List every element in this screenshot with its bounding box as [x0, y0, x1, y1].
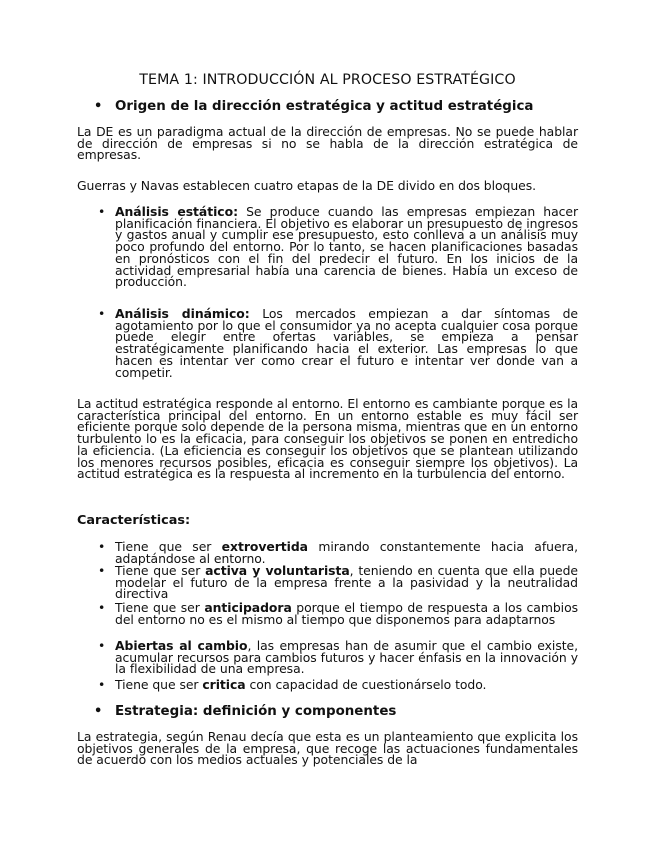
- stage-text: Se produce cuando las empresas empiezan hacer planificación financiera. El objetivo es elaborar un presupuesto de ingresos y gastos anual y cumplir ese presupuesto, esto conlleva a un análisis muy poco profundo del entorno. Por lo tanto, se hacen planificaciones basadas en pronósticos con el fin del predecir el futuro. En los inicios de la actividad empresarial había una carencia de bienes. Había un exceso de producción.: [115, 204, 578, 290]
- paragraph-renau: La estrategia, según Renau decía que esta es un planteamiento que explicita los objetivos generales de la empresa, que recoge las actuaciones fundamentales de acuerdo con los medios actuales y potenciales de la: [77, 729, 578, 768]
- characteristic-item: • Abiertas al cambio, las empresas han de asumir que el cambio existe, acumular recursos para cambios futuros y hacer énfasis en la innovación y la flexibilidad de una empresa.: [98, 638, 578, 677]
- bullet-icon: •: [94, 99, 103, 114]
- bullet-icon: •: [98, 539, 106, 554]
- bullet-icon: •: [98, 600, 106, 615]
- page-title: TEMA 1: INTRODUCCIÓN AL PROCESO ESTRATÉGICO: [139, 72, 516, 88]
- bullet-icon: •: [94, 704, 103, 719]
- stage-item-dinamico: [98, 306, 578, 380]
- stage-term: Análisis estático:: [115, 204, 238, 219]
- paragraph-de-paradigma: La DE es un paradigma actual de la dirección de empresas. No se puede hablar de dirección de empresas si no se habla de la dirección estratégica de empresas.: [77, 124, 578, 163]
- bullet-icon: •: [98, 306, 106, 321]
- bullet-icon: •: [98, 563, 106, 578]
- section-heading-estrategia: • Estrategia: definición y componentes: [94, 704, 397, 719]
- bullet-icon: •: [98, 638, 106, 653]
- stage-text: Los mercados empiezan a dar síntomas de agotamiento por lo que el consumidor ya no acepta cualquier cosa porque puede elegir entre ofertas variables, se empieza a pensar estratégicamente planificando hacia el exterior. Las empresas lo que hacen es intentar ver como crear el futuro e intentar ver donde van a competir.: [115, 306, 578, 380]
- paragraph-guerras-navas: Guerras y Navas establecen cuatro etapas de la DE divido en dos bloques.: [77, 178, 537, 193]
- bullet-icon: •: [98, 204, 106, 219]
- characteristics-heading: Características:: [77, 513, 191, 528]
- characteristic-item: • Tiene que ser critica con capacidad de cuestionárselo todo.: [98, 677, 487, 692]
- section-heading-origen: • Origen de la dirección estratégica y actitud estratégica: [94, 99, 534, 114]
- paragraph-actitud-estrategica: La actitud estratégica responde al entorno. El entorno es cambiante porque es la característica principal del entorno. En un entorno estable es muy fácil ser eficiente porque solo depende de la persona misma, mientras que en un entorno turbulento lo es la eficacia, para conseguir los objetivos se ponen en entredicho la eficiencia. (La eficiencia es conseguir los objetivos que se plantean utilizando los menores recursos posibles, eficacia es conseguir siempre los objetivos). La actitud estratégica es la respuesta al incremento en la turbulencia del entorno.: [77, 396, 578, 482]
- bullet-icon: •: [98, 677, 106, 692]
- stage-term: Análisis dinámico:: [115, 306, 250, 321]
- characteristic-item: • Tiene que ser extrovertida mirando constantemente hacia afuera, adaptándose al entorno.: [98, 539, 578, 566]
- stage-item-estatico: [98, 204, 578, 290]
- characteristic-item: • Tiene que ser activa y voluntarista, teniendo en cuenta que ella puede modelar el futuro de la empresa frente a la pasividad y la neutralidad directiva: [98, 563, 578, 602]
- characteristic-item: • Tiene que ser anticipadora porque el tiempo de respuesta a los cambios del entorno no es el mismo al tiempo que disponemos para adaptarnos: [98, 600, 578, 627]
